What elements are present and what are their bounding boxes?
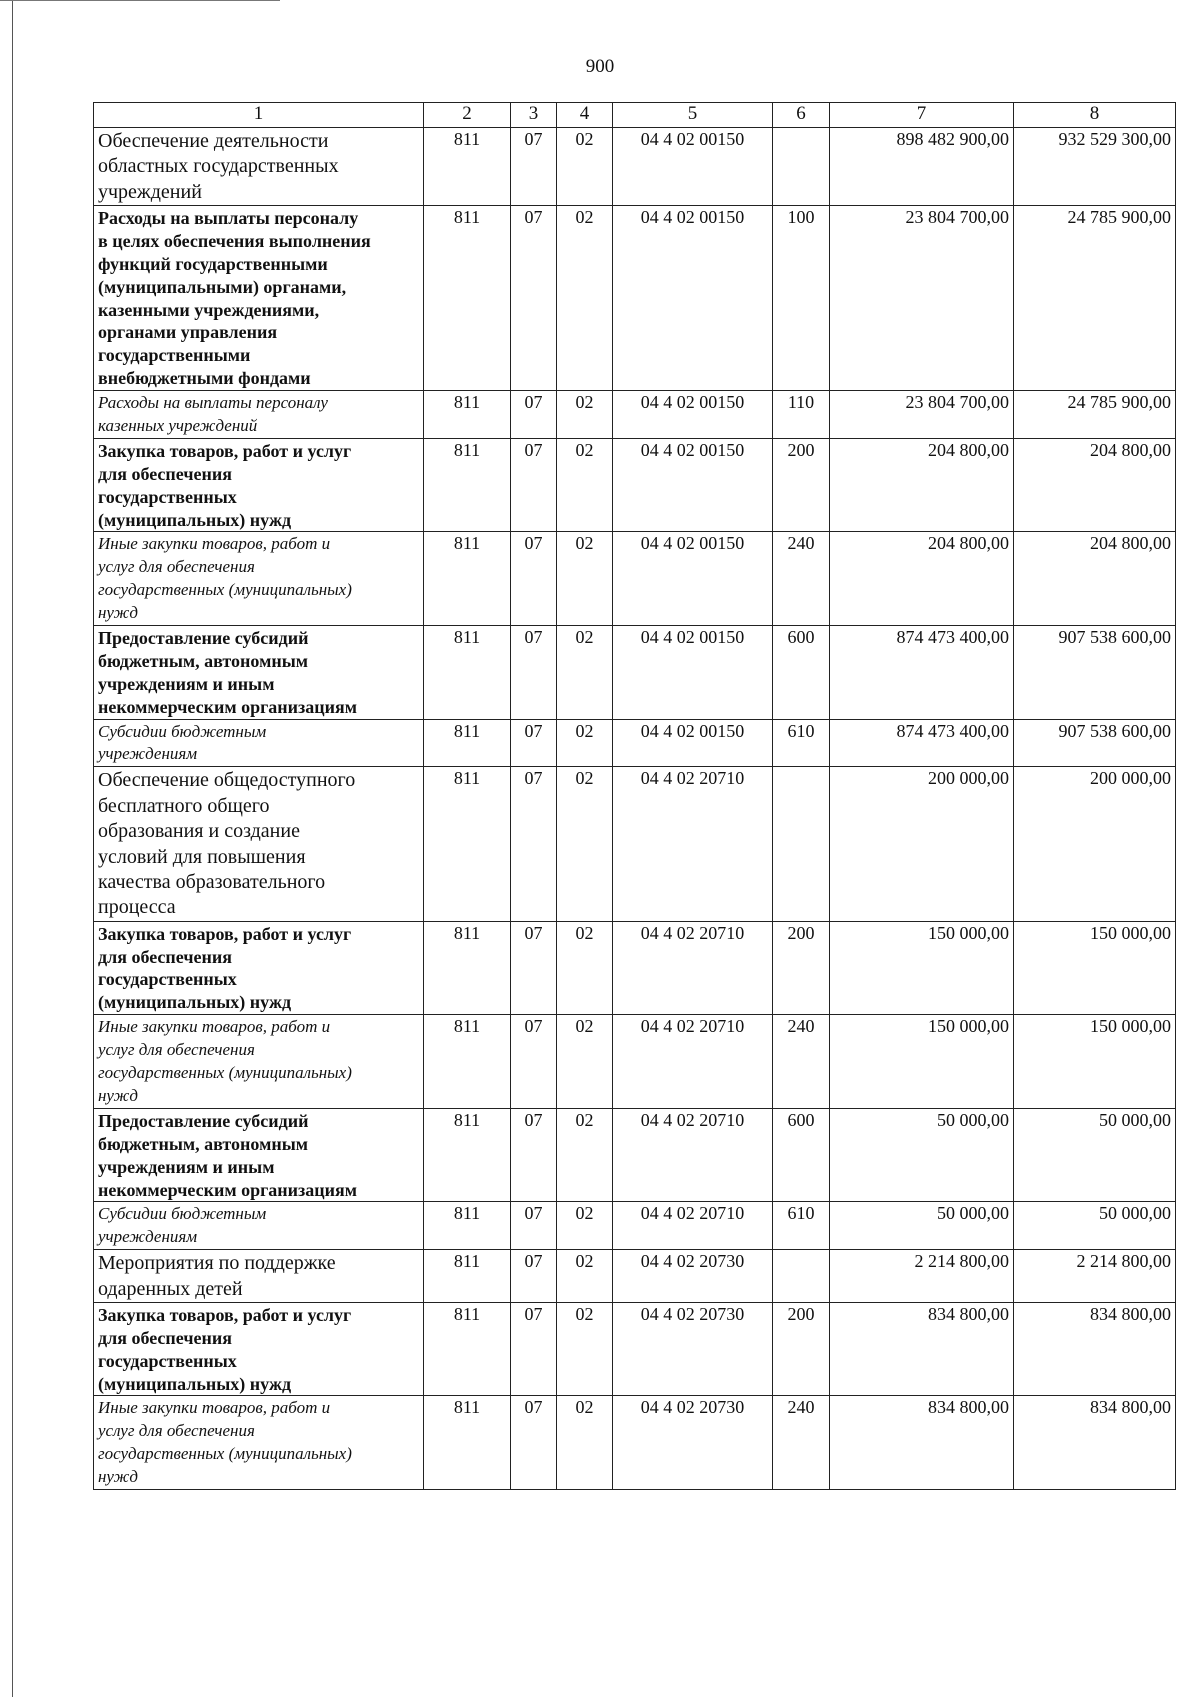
amount-year-2-cell: 834 800,00 [1014,1396,1176,1490]
subsection-cell: 02 [557,1108,613,1201]
amount-year-1-cell: 200 000,00 [830,767,1014,921]
subsection-cell: 02 [557,767,613,921]
table-row [94,921,1176,1014]
table-row [94,1015,1176,1109]
target-article-cell: 04 4 02 00150 [613,206,773,391]
expense-type-cell: 610 [773,719,830,767]
amount-year-2-cell: 204 800,00 [1014,438,1176,531]
expense-type-cell: 200 [773,1303,830,1396]
expense-name-cell: Расходы на выплаты персоналу казенных учреждений [94,391,424,439]
expense-name-cell: Иные закупки товаров, работ и услуг для обеспечения государственных (муниципальных) нужд [94,532,424,626]
expense-type-cell: 110 [773,391,830,439]
amount-year-1-cell: 2 214 800,00 [830,1250,1014,1303]
ministry-code-cell: 811 [424,128,511,206]
expense-name-cell: Предоставление субсидий бюджетным, автономным учреждениям и иным некоммерческим организациям [94,1108,424,1201]
expense-type-cell: 600 [773,626,830,719]
amount-year-2-cell: 907 538 600,00 [1014,719,1176,767]
target-article-cell: 04 4 02 00150 [613,128,773,206]
ministry-code-cell: 811 [424,1015,511,1109]
table-row [94,1303,1176,1396]
table-row [94,1250,1176,1303]
amount-year-1-cell: 23 804 700,00 [830,391,1014,439]
amount-year-2-cell: 50 000,00 [1014,1108,1176,1201]
amount-year-2-cell: 24 785 900,00 [1014,391,1176,439]
table-row [94,719,1176,767]
target-article-cell: 04 4 02 20730 [613,1396,773,1490]
section-cell: 07 [511,1396,557,1490]
expense-type-cell [773,1250,830,1303]
subsection-cell: 02 [557,1303,613,1396]
amount-year-2-cell: 932 529 300,00 [1014,128,1176,206]
column-number-header-row [94,103,1176,128]
expense-name-cell: Закупка товаров, работ и услуг для обеспечения государственных (муниципальных) нужд [94,438,424,531]
page-number: 900 [585,56,615,77]
amount-year-1-cell: 204 800,00 [830,532,1014,626]
target-article-cell: 04 4 02 20710 [613,1202,773,1250]
ministry-code-cell: 811 [424,1303,511,1396]
section-cell: 07 [511,921,557,1014]
section-cell: 07 [511,1250,557,1303]
table-row [94,1202,1176,1250]
subsection-cell: 02 [557,438,613,531]
target-article-cell: 04 4 02 20710 [613,1015,773,1109]
expense-type-cell: 610 [773,1202,830,1250]
target-article-cell: 04 4 02 20730 [613,1303,773,1396]
subsection-cell: 02 [557,532,613,626]
table-row [94,206,1176,391]
amount-year-2-cell: 2 214 800,00 [1014,1250,1176,1303]
amount-year-2-cell: 24 785 900,00 [1014,206,1176,391]
column-header-6: 6 [773,103,830,128]
ministry-code-cell: 811 [424,1202,511,1250]
section-cell: 07 [511,128,557,206]
section-cell: 07 [511,1202,557,1250]
expense-name-cell: Предоставление субсидий бюджетным, автономным учреждениям и иным некоммерческим организациям [94,626,424,719]
expense-type-cell: 100 [773,206,830,391]
expense-name-cell: Закупка товаров, работ и услуг для обеспечения государственных (муниципальных) нужд [94,921,424,1014]
target-article-cell: 04 4 02 00150 [613,391,773,439]
column-header-3: 3 [511,103,557,128]
amount-year-2-cell: 907 538 600,00 [1014,626,1176,719]
table-row [94,438,1176,531]
column-header-8: 8 [1014,103,1176,128]
amount-year-2-cell: 204 800,00 [1014,532,1176,626]
table-body [94,103,1176,1490]
section-cell: 07 [511,767,557,921]
table-row [94,767,1176,921]
expense-name-cell: Иные закупки товаров, работ и услуг для обеспечения государственных (муниципальных) нужд [94,1015,424,1109]
subsection-cell: 02 [557,206,613,391]
table-row [94,532,1176,626]
expense-name-cell: Иные закупки товаров, работ и услуг для обеспечения государственных (муниципальных) нужд [94,1396,424,1490]
table-row [94,391,1176,439]
target-article-cell: 04 4 02 00150 [613,626,773,719]
table-row [94,128,1176,206]
column-header-5: 5 [613,103,773,128]
target-article-cell: 04 4 02 20710 [613,1108,773,1201]
amount-year-2-cell: 50 000,00 [1014,1202,1176,1250]
expense-type-cell: 240 [773,1015,830,1109]
expense-name-cell: Обеспечение деятельности областных государственных учреждений [94,128,424,206]
target-article-cell: 04 4 02 00150 [613,719,773,767]
subsection-cell: 02 [557,391,613,439]
expense-name-cell: Закупка товаров, работ и услуг для обеспечения государственных (муниципальных) нужд [94,1303,424,1396]
subsection-cell: 02 [557,1250,613,1303]
ministry-code-cell: 811 [424,391,511,439]
expense-name-cell: Мероприятия по поддержке одаренных детей [94,1250,424,1303]
amount-year-1-cell: 834 800,00 [830,1396,1014,1490]
section-cell: 07 [511,1108,557,1201]
section-cell: 07 [511,532,557,626]
column-header-2: 2 [424,103,511,128]
section-cell: 07 [511,438,557,531]
ministry-code-cell: 811 [424,438,511,531]
section-cell: 07 [511,719,557,767]
amount-year-1-cell: 50 000,00 [830,1108,1014,1201]
amount-year-1-cell: 834 800,00 [830,1303,1014,1396]
section-cell: 07 [511,391,557,439]
column-header-4: 4 [557,103,613,128]
ministry-code-cell: 811 [424,206,511,391]
expense-name-cell: Субсидии бюджетным учреждениям [94,719,424,767]
table-row [94,626,1176,719]
amount-year-2-cell: 200 000,00 [1014,767,1176,921]
target-article-cell: 04 4 02 20730 [613,1250,773,1303]
target-article-cell: 04 4 02 20710 [613,767,773,921]
expense-type-cell [773,767,830,921]
amount-year-1-cell: 23 804 700,00 [830,206,1014,391]
amount-year-1-cell: 874 473 400,00 [830,719,1014,767]
amount-year-1-cell: 898 482 900,00 [830,128,1014,206]
amount-year-2-cell: 150 000,00 [1014,1015,1176,1109]
amount-year-2-cell: 834 800,00 [1014,1303,1176,1396]
ministry-code-cell: 811 [424,626,511,719]
expense-type-cell: 600 [773,1108,830,1201]
subsection-cell: 02 [557,719,613,767]
amount-year-1-cell: 50 000,00 [830,1202,1014,1250]
amount-year-2-cell: 150 000,00 [1014,921,1176,1014]
expense-name-cell: Расходы на выплаты персоналу в целях обеспечения выполнения функций государственными (муниципальными) органами, казенными учреждениями, органами управления государственными внебюджетными фондами [94,206,424,391]
expense-type-cell: 200 [773,438,830,531]
amount-year-1-cell: 204 800,00 [830,438,1014,531]
expense-type-cell: 240 [773,1396,830,1490]
ministry-code-cell: 811 [424,921,511,1014]
ministry-code-cell: 811 [424,1108,511,1201]
amount-year-1-cell: 150 000,00 [830,1015,1014,1109]
column-header-1: 1 [94,103,424,128]
section-cell: 07 [511,1015,557,1109]
ministry-code-cell: 811 [424,1250,511,1303]
subsection-cell: 02 [557,1015,613,1109]
ministry-code-cell: 811 [424,532,511,626]
ministry-code-cell: 811 [424,1396,511,1490]
section-cell: 07 [511,206,557,391]
subsection-cell: 02 [557,128,613,206]
table-row [94,1396,1176,1490]
scan-edge-top [0,0,280,1]
expense-type-cell: 200 [773,921,830,1014]
expense-type-cell: 240 [773,532,830,626]
budget-table [93,102,1176,1490]
target-article-cell: 04 4 02 00150 [613,438,773,531]
subsection-cell: 02 [557,1202,613,1250]
expense-type-cell [773,128,830,206]
section-cell: 07 [511,626,557,719]
section-cell: 07 [511,1303,557,1396]
target-article-cell: 04 4 02 20710 [613,921,773,1014]
scan-edge-left [12,0,13,1697]
expense-name-cell: Обеспечение общедоступного бесплатного общего образования и создание условий для повышения качества образовательного процесса [94,767,424,921]
subsection-cell: 02 [557,921,613,1014]
expense-name-cell: Субсидии бюджетным учреждениям [94,1202,424,1250]
column-header-7: 7 [830,103,1014,128]
ministry-code-cell: 811 [424,719,511,767]
table-row [94,1108,1176,1201]
amount-year-1-cell: 874 473 400,00 [830,626,1014,719]
subsection-cell: 02 [557,626,613,719]
target-article-cell: 04 4 02 00150 [613,532,773,626]
amount-year-1-cell: 150 000,00 [830,921,1014,1014]
ministry-code-cell: 811 [424,767,511,921]
subsection-cell: 02 [557,1396,613,1490]
